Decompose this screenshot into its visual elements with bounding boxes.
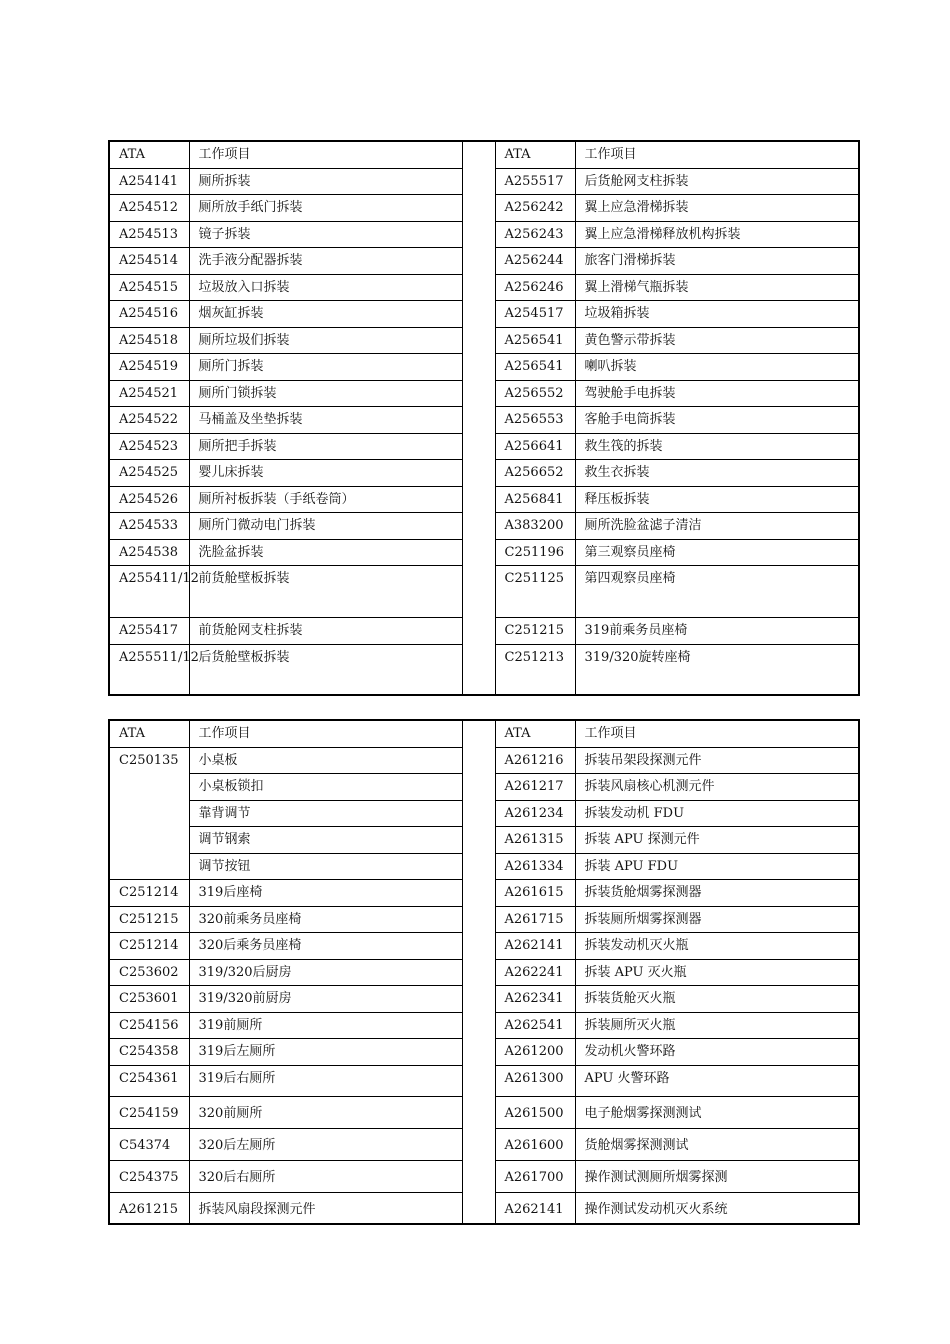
right-code: A383200: [495, 513, 575, 540]
right-item: 喇叭拆装: [575, 354, 859, 381]
left-code: A254526: [109, 486, 189, 513]
right-item: 电子舱烟雾探测测试: [575, 1096, 859, 1128]
right-code: A256244: [495, 248, 575, 275]
right-item: 第三观察员座椅: [575, 539, 859, 566]
left-item: 厕所把手拆装: [189, 433, 462, 460]
left-code: C251214: [109, 880, 189, 907]
left-code: C254358: [109, 1039, 189, 1066]
left-item: 小桌板: [189, 747, 462, 774]
left-code: C251215: [109, 906, 189, 933]
right-item: 厕所洗脸盆滤子清洁: [575, 513, 859, 540]
right-item: 319/320旋转座椅: [575, 644, 859, 695]
left-item: 319/320后厨房: [189, 959, 462, 986]
header-right-code: ATA: [495, 720, 575, 747]
right-code: A256553: [495, 407, 575, 434]
table-header-row: [109, 720, 859, 747]
right-code: A256652: [495, 460, 575, 487]
left-item: 320后乘务员座椅: [189, 933, 462, 960]
left-item: 319后左厕所: [189, 1039, 462, 1066]
right-code: A256246: [495, 274, 575, 301]
right-code: A261715: [495, 906, 575, 933]
left-code: C251214: [109, 933, 189, 960]
right-code: C251213: [495, 644, 575, 695]
left-code: A254522: [109, 407, 189, 434]
header-left-code: ATA: [109, 141, 189, 168]
right-item: 发动机火警环路: [575, 1039, 859, 1066]
table-header-row: [109, 141, 859, 168]
right-item: 翼上滑梯气瓶拆装: [575, 274, 859, 301]
left-code: A254518: [109, 327, 189, 354]
left-code: A254141: [109, 168, 189, 195]
right-code: A262341: [495, 986, 575, 1013]
left-item: 靠背调节: [189, 800, 462, 827]
right-item: 客舱手电筒拆装: [575, 407, 859, 434]
left-code: C254156: [109, 1012, 189, 1039]
left-item: 镜子拆装: [189, 221, 462, 248]
left-item: 厕所衬板拆装（手纸卷筒）: [189, 486, 462, 513]
left-item: 调节按钮: [189, 853, 462, 880]
left-code: C54374: [109, 1128, 189, 1160]
left-code: [109, 853, 189, 880]
right-code: A261700: [495, 1160, 575, 1192]
right-item: 救生筏的拆装: [575, 433, 859, 460]
right-code: C251215: [495, 618, 575, 645]
header-right-item: 工作项目: [575, 141, 859, 168]
left-item: 厕所垃圾们拆装: [189, 327, 462, 354]
right-item: 319前乘务员座椅: [575, 618, 859, 645]
left-code: A254523: [109, 433, 189, 460]
left-item: 拆装风扇段探测元件: [189, 1192, 462, 1224]
left-code: [109, 800, 189, 827]
right-code: A262141: [495, 1192, 575, 1224]
left-code: C253602: [109, 959, 189, 986]
right-code: C251125: [495, 566, 575, 618]
right-code: A255517: [495, 168, 575, 195]
left-item: 厕所拆装: [189, 168, 462, 195]
left-item: 厕所门微动电门拆装: [189, 513, 462, 540]
header-right-item: 工作项目: [575, 720, 859, 747]
right-item: 拆装 APU FDU: [575, 853, 859, 880]
right-code: C251196: [495, 539, 575, 566]
right-item: 拆装发动机灭火瓶: [575, 933, 859, 960]
right-code: A261615: [495, 880, 575, 907]
left-code: C254159: [109, 1096, 189, 1128]
right-item: 操作测试发动机灭火系统: [575, 1192, 859, 1224]
left-code: A254516: [109, 301, 189, 328]
right-item: 翼上应急滑梯释放机构拆装: [575, 221, 859, 248]
right-code: A261500: [495, 1096, 575, 1128]
right-code: A261600: [495, 1128, 575, 1160]
left-code: C254361: [109, 1065, 189, 1096]
right-item: 拆装发动机 FDU: [575, 800, 859, 827]
right-item: 垃圾箱拆装: [575, 301, 859, 328]
left-item: 319后右厕所: [189, 1065, 462, 1096]
right-item: 第四观察员座椅: [575, 566, 859, 618]
right-item: 拆装吊架段探测元件: [575, 747, 859, 774]
left-code: A254513: [109, 221, 189, 248]
right-code: A256552: [495, 380, 575, 407]
right-code: A261334: [495, 853, 575, 880]
right-item: 拆装厕所烟雾探测器: [575, 906, 859, 933]
right-item: 拆装 APU 灭火瓶: [575, 959, 859, 986]
left-item: 马桶盖及坐垫拆装: [189, 407, 462, 434]
left-item: 319/320前厨房: [189, 986, 462, 1013]
right-code: A256641: [495, 433, 575, 460]
left-item: 319前厕所: [189, 1012, 462, 1039]
right-item: 黄色警示带拆装: [575, 327, 859, 354]
left-code: A254515: [109, 274, 189, 301]
left-code: A254514: [109, 248, 189, 275]
left-code: A254512: [109, 195, 189, 222]
header-left-code: ATA: [109, 720, 189, 747]
ata-table-2: [108, 719, 860, 1225]
right-item: 拆装 APU 探测元件: [575, 827, 859, 854]
left-code: A261215: [109, 1192, 189, 1224]
right-code: A256541: [495, 327, 575, 354]
right-code: A262541: [495, 1012, 575, 1039]
left-item: 320后右厕所: [189, 1160, 462, 1192]
left-item: 调节钢索: [189, 827, 462, 854]
left-code: A254533: [109, 513, 189, 540]
left-code: A254521: [109, 380, 189, 407]
right-item: APU 火警环路: [575, 1065, 859, 1096]
left-code: A254525: [109, 460, 189, 487]
right-code: A256841: [495, 486, 575, 513]
right-item: 货舱烟雾探测测试: [575, 1128, 859, 1160]
column-separator: [462, 141, 495, 695]
right-code: A256242: [495, 195, 575, 222]
right-item: 后货舱网支柱拆装: [575, 168, 859, 195]
right-item: 释压板拆装: [575, 486, 859, 513]
left-code: [109, 827, 189, 854]
right-item: 救生衣拆装: [575, 460, 859, 487]
right-code: A261234: [495, 800, 575, 827]
right-code: A261200: [495, 1039, 575, 1066]
right-item: 驾驶舱手电拆装: [575, 380, 859, 407]
left-item: 厕所门锁拆装: [189, 380, 462, 407]
right-code: A261216: [495, 747, 575, 774]
header-right-code: ATA: [495, 141, 575, 168]
right-item: 拆装厕所灭火瓶: [575, 1012, 859, 1039]
left-item: 320后左厕所: [189, 1128, 462, 1160]
right-code: A261300: [495, 1065, 575, 1096]
header-left-item: 工作项目: [189, 720, 462, 747]
right-item: 拆装货舱烟雾探测器: [575, 880, 859, 907]
right-item: 旅客门滑梯拆装: [575, 248, 859, 275]
left-item: 厕所放手纸门拆装: [189, 195, 462, 222]
column-separator: [462, 720, 495, 1224]
left-item: 后货舱壁板拆装: [189, 644, 462, 695]
left-code: A255411/12: [109, 566, 189, 618]
right-code: A256243: [495, 221, 575, 248]
left-item: 婴儿床拆装: [189, 460, 462, 487]
left-item: 洗手液分配器拆装: [189, 248, 462, 275]
ata-table-1: [108, 140, 860, 696]
left-item: 前货舱网支柱拆装: [189, 618, 462, 645]
left-item: 垃圾放入口拆装: [189, 274, 462, 301]
right-code: A256541: [495, 354, 575, 381]
right-code: A261217: [495, 774, 575, 801]
right-code: A254517: [495, 301, 575, 328]
header-left-item: 工作项目: [189, 141, 462, 168]
left-item: 319后座椅: [189, 880, 462, 907]
left-code: A254519: [109, 354, 189, 381]
right-item: 操作测试测厕所烟雾探测: [575, 1160, 859, 1192]
left-item: 洗脸盆拆装: [189, 539, 462, 566]
right-item: 翼上应急滑梯拆装: [575, 195, 859, 222]
left-code: A255417: [109, 618, 189, 645]
left-item: 320前乘务员座椅: [189, 906, 462, 933]
left-code: C250135: [109, 747, 189, 774]
left-item: 烟灰缸拆装: [189, 301, 462, 328]
right-code: A261315: [495, 827, 575, 854]
left-item: 小桌板锁扣: [189, 774, 462, 801]
left-code: A255511/12: [109, 644, 189, 695]
left-item: 320前厕所: [189, 1096, 462, 1128]
left-item: 前货舱壁板拆装: [189, 566, 462, 618]
left-code: C254375: [109, 1160, 189, 1192]
right-code: A262141: [495, 933, 575, 960]
left-code: [109, 774, 189, 801]
left-item: 厕所门拆装: [189, 354, 462, 381]
left-code: C253601: [109, 986, 189, 1013]
left-code: A254538: [109, 539, 189, 566]
right-item: 拆装风扇核心机测元件: [575, 774, 859, 801]
right-code: A262241: [495, 959, 575, 986]
right-item: 拆装货舱灭火瓶: [575, 986, 859, 1013]
